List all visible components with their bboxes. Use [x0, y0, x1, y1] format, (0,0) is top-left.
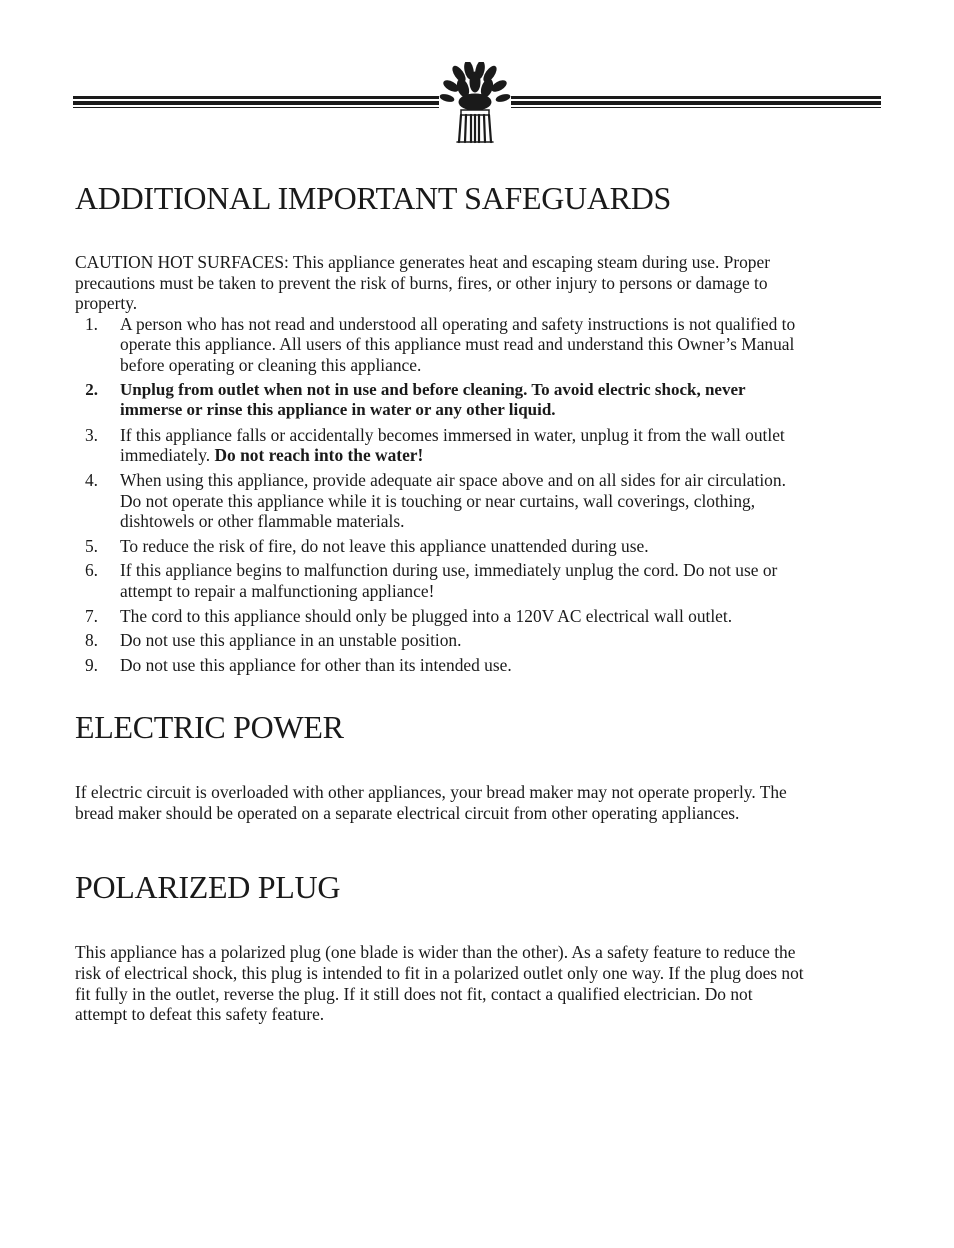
wheat-sheaf-icon [439, 62, 511, 146]
list-item-number: 3. [84, 424, 98, 445]
list-item-number: 8. [84, 630, 98, 651]
list-item-text: To reduce the risk of fire, do not leave this appliance unattended during use. [120, 535, 649, 556]
safeguards-heading: ADDITIONAL IMPORTANT SAFEGUARDS [75, 180, 672, 216]
list-item-number: 5. [84, 535, 98, 556]
electric-power-heading: ELECTRIC POWER [75, 709, 344, 746]
list-item-text: Do not use this appliance in an unstable position. [120, 630, 462, 651]
list-item [75, 470, 800, 532]
list-item [75, 536, 800, 557]
list-item [75, 560, 800, 601]
list-item-text: Unplug from outlet when not in use and before cleaning. To avoid electric shock, never immerse or rinse this appliance in water or any other liquid. [120, 379, 746, 420]
caution-intro: CAUTION HOT SURFACES: This appliance generates heat and escaping steam during use. Proper precautions must be taken to prevent the risk of burns, fires, or other injury to persons or damage to property. [75, 252, 771, 314]
list-item-text: Do not use this appliance for other than its intended use. [120, 654, 512, 675]
list-item-emphasis: Do not reach into the water! [214, 445, 424, 466]
page-content [75, 176, 815, 1025]
electric-power-body: If electric circuit is overloaded with other appliances, your bread maker may not operate properly. The bread maker should be operated on a separate electrical circuit from other operating appliances. [75, 782, 787, 823]
list-item-number: 7. [84, 605, 98, 626]
list-item [75, 380, 800, 421]
list-item [75, 655, 800, 676]
list-item [75, 630, 800, 651]
list-item-text: A person who has not read and understood all operating and safety instructions is not qualified to operate this appliance. All users of this appliance must read and understand this Owner’s Manual before operating or cleaning this appliance. [120, 313, 796, 375]
list-item-text: If this appliance falls or accidentally becomes immersed in water, unplug it from the wall outlet immediately. [120, 424, 785, 466]
list-item-text: If this appliance begins to malfunction during use, immediately unplug the cord. Do not use or attempt to repair a malfunctioning appliance! [120, 560, 778, 601]
list-item [75, 314, 800, 376]
header-rule-left [73, 96, 439, 108]
header-rule-right [511, 96, 881, 108]
polarized-plug-heading: POLARIZED PLUG [75, 869, 341, 906]
list-item-number: 6. [84, 560, 98, 581]
list-item [75, 606, 800, 627]
list-item-number: 2. [85, 379, 98, 399]
list-item-text: When using this appliance, provide adequate air space above and on all sides for air circulation. Do not operate this appliance while it is touching or near curtains, wall coverings, clothing, dishtowels or other flammable materials. [120, 469, 786, 532]
list-item [75, 425, 800, 466]
header-ornament [73, 62, 881, 146]
list-item-text: The cord to this appliance should only be plugged into a 120V AC electrical wall outlet. [120, 605, 733, 626]
list-item-number: 1. [84, 313, 98, 334]
list-item-number: 9. [84, 654, 98, 675]
safeguards-list [75, 314, 815, 676]
polarized-plug-body: This appliance has a polarized plug (one blade is wider than the other). As a safety feature to reduce the risk of electrical shock, this plug is intended to fit in a polarized outlet only one way. If the plug does not fit fully in the outlet, reverse the plug. If it still does not fit, contact a qualified electrician. Do not attempt to defeat this safety feature. [75, 942, 804, 1025]
list-item-number: 4. [84, 469, 98, 490]
